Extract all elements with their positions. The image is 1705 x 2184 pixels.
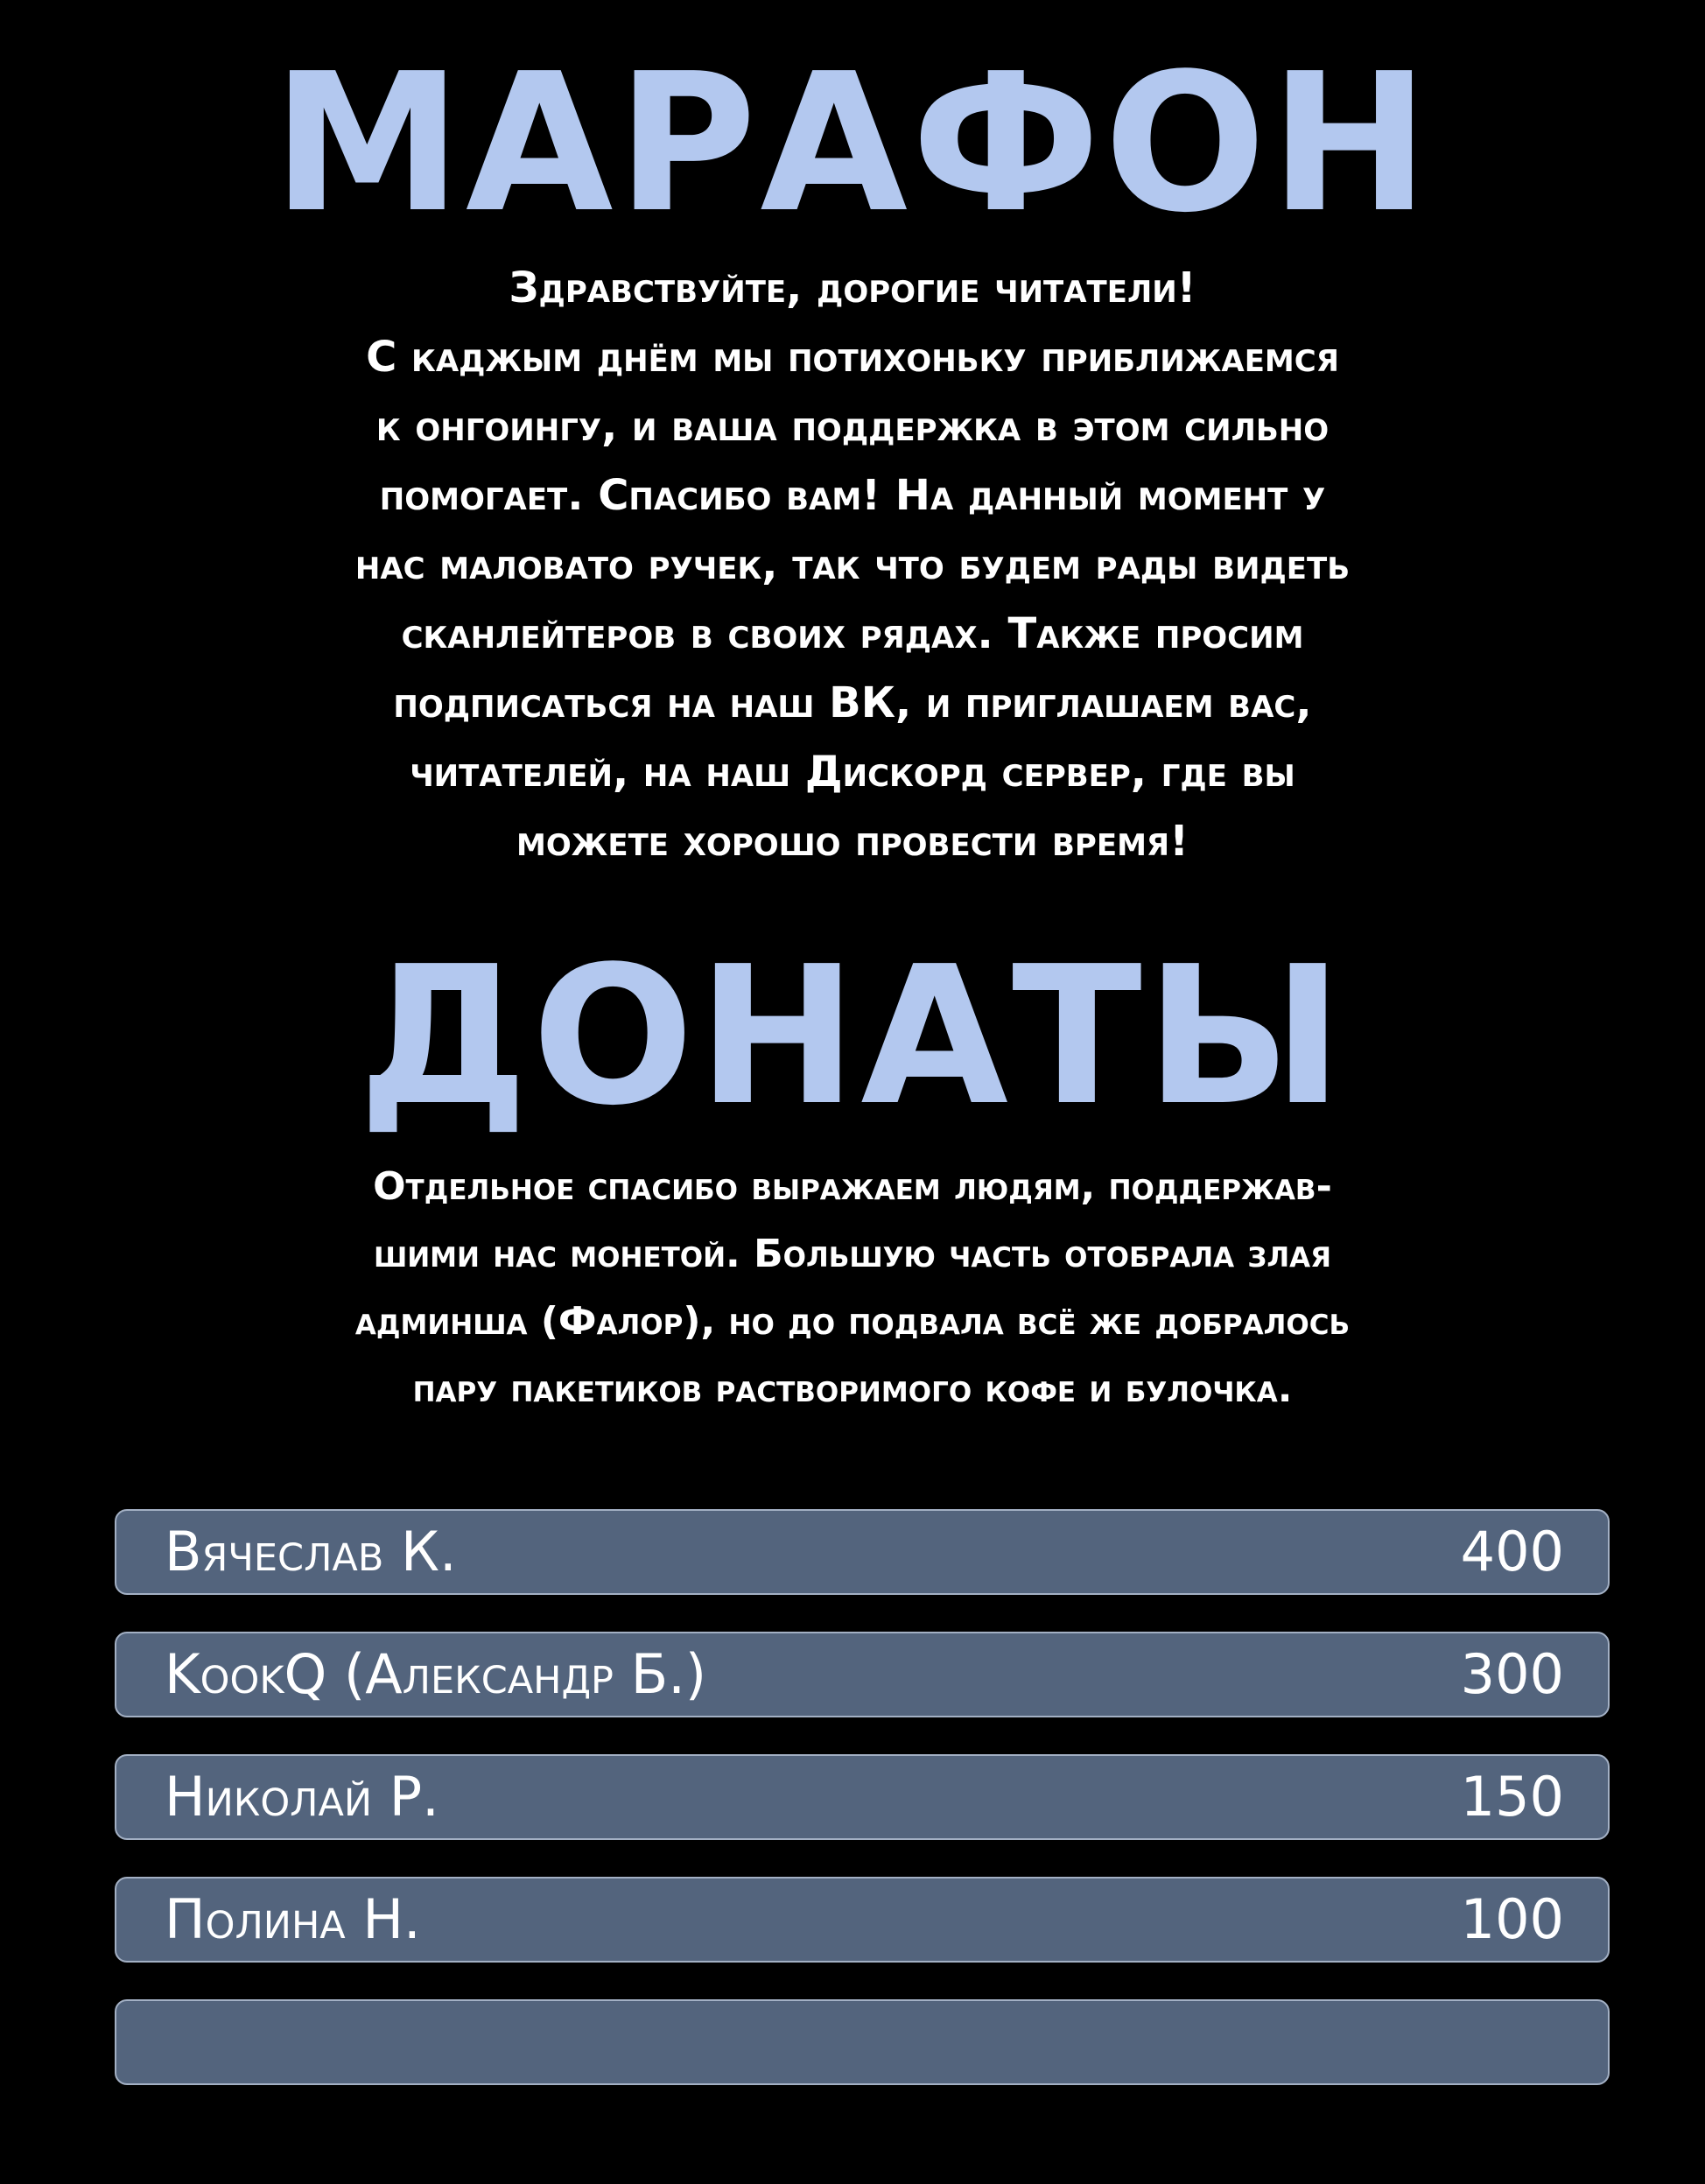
marathon-line: подписаться на наш ВК, и приглашаем вас,	[393, 678, 1312, 727]
donations-line: админша (Фалор), но до подвала всё же добралось	[354, 1299, 1351, 1344]
donor-row	[115, 1877, 1610, 1963]
donations-line: шими нас монетой. Большую часть отобрала злая	[373, 1232, 1332, 1276]
marathon-line: можете хорошо провести время!	[516, 817, 1189, 866]
donor-name: Николай Р.	[165, 1765, 439, 1829]
donations-line: пару пакетиков растворимого кофе и булочка.	[412, 1366, 1293, 1411]
donor-row	[115, 1754, 1610, 1840]
donor-amount: 400	[1460, 1520, 1564, 1584]
marathon-line: сканлейтеров в своих рядах. Также просим	[401, 609, 1304, 658]
marathon-line: нас маловато ручек, так что будем рады видеть	[354, 540, 1351, 589]
marathon-title: МАРАФОН	[271, 33, 1434, 255]
marathon-line: С каджым днём мы потихоньку приближаемся	[366, 333, 1339, 382]
donor-row	[115, 1509, 1610, 1595]
donor-amount: 300	[1460, 1642, 1564, 1706]
donations-paragraph	[240, 1153, 1465, 1422]
donations-line: Отдельное спасибо выражаем людям, поддержав-	[373, 1164, 1332, 1209]
donations-title: ДОНАТЫ	[358, 926, 1347, 1148]
marathon-line: к онгоингу, и ваша поддержка в этом сильно	[375, 402, 1330, 451]
donor-row	[115, 1632, 1610, 1717]
donor-name: KookQ (Александр Б.)	[165, 1642, 707, 1706]
donor-amount: 150	[1460, 1765, 1564, 1829]
donor-row-empty	[115, 1999, 1610, 2085]
donor-amount: 100	[1460, 1887, 1564, 1951]
marathon-paragraph	[240, 254, 1465, 876]
marathon-line: Здравствуйте, дорогие читатели!	[509, 263, 1196, 313]
donor-name: Вячеслав К.	[165, 1520, 457, 1584]
donor-name: Полина Н.	[165, 1887, 421, 1951]
marathon-line: читателей, на наш Дискорд сервер, где вы	[410, 748, 1295, 797]
marathon-line: помогает. Спасибо вам! На данный момент у	[379, 471, 1326, 520]
